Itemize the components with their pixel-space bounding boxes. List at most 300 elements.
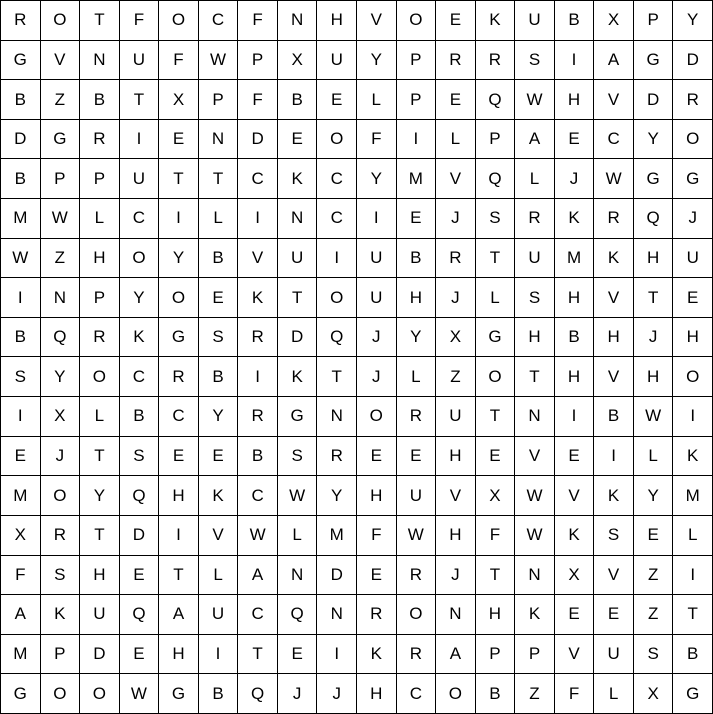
grid-cell-r0-c2[interactable]: T	[79, 0, 119, 40]
grid-cell-r5-c13[interactable]: R	[514, 198, 554, 238]
grid-cell-r6-c15[interactable]: K	[593, 238, 633, 278]
grid-cell-r9-c11[interactable]: Z	[435, 356, 475, 396]
grid-cell-r17-c5[interactable]: B	[198, 673, 238, 713]
grid-cell-r1-c13[interactable]: S	[514, 40, 554, 80]
grid-cell-r11-c4[interactable]: E	[158, 436, 198, 476]
grid-cell-r13-c8[interactable]: M	[316, 515, 356, 555]
grid-cell-r14-c13[interactable]: N	[514, 555, 554, 595]
grid-cell-r3-c2[interactable]: R	[79, 119, 119, 159]
grid-cell-r13-c5[interactable]: V	[198, 515, 238, 555]
grid-cell-r16-c6[interactable]: T	[237, 634, 277, 674]
grid-cell-r2-c12[interactable]: Q	[475, 79, 515, 119]
grid-cell-r11-c5[interactable]: E	[198, 436, 238, 476]
grid-cell-r8-c16[interactable]: J	[633, 317, 673, 357]
grid-cell-r10-c0[interactable]: I	[0, 396, 40, 436]
grid-cell-r4-c17[interactable]: G	[672, 158, 712, 198]
grid-cell-r13-c13[interactable]: W	[514, 515, 554, 555]
grid-cell-r0-c15[interactable]: X	[593, 0, 633, 40]
grid-cell-r5-c12[interactable]: S	[475, 198, 515, 238]
grid-cell-r5-c5[interactable]: L	[198, 198, 238, 238]
grid-cell-r1-c2[interactable]: N	[79, 40, 119, 80]
grid-cell-r3-c5[interactable]: N	[198, 119, 238, 159]
grid-cell-r17-c15[interactable]: L	[593, 673, 633, 713]
grid-cell-r15-c12[interactable]: H	[475, 594, 515, 634]
grid-cell-r10-c12[interactable]: T	[475, 396, 515, 436]
grid-cell-r15-c15[interactable]: E	[593, 594, 633, 634]
grid-cell-r4-c2[interactable]: P	[79, 158, 119, 198]
grid-cell-r5-c1[interactable]: W	[40, 198, 80, 238]
grid-cell-r3-c7[interactable]: E	[277, 119, 317, 159]
grid-cell-r10-c13[interactable]: N	[514, 396, 554, 436]
grid-cell-r10-c4[interactable]: C	[158, 396, 198, 436]
grid-cell-r8-c8[interactable]: Q	[316, 317, 356, 357]
grid-cell-r3-c0[interactable]: D	[0, 119, 40, 159]
grid-cell-r2-c16[interactable]: D	[633, 79, 673, 119]
grid-cell-r7-c6[interactable]: K	[237, 277, 277, 317]
grid-cell-r13-c7[interactable]: L	[277, 515, 317, 555]
grid-cell-r6-c5[interactable]: B	[198, 238, 238, 278]
grid-cell-r6-c9[interactable]: U	[356, 238, 396, 278]
grid-cell-r10-c5[interactable]: Y	[198, 396, 238, 436]
grid-cell-r7-c0[interactable]: I	[0, 277, 40, 317]
grid-cell-r11-c12[interactable]: E	[475, 436, 515, 476]
grid-cell-r0-c9[interactable]: V	[356, 0, 396, 40]
grid-cell-r10-c6[interactable]: R	[237, 396, 277, 436]
grid-cell-r7-c1[interactable]: N	[40, 277, 80, 317]
grid-cell-r7-c14[interactable]: H	[554, 277, 594, 317]
grid-cell-r10-c16[interactable]: W	[633, 396, 673, 436]
grid-cell-r10-c1[interactable]: X	[40, 396, 80, 436]
grid-cell-r4-c14[interactable]: J	[554, 158, 594, 198]
grid-cell-r17-c3[interactable]: W	[119, 673, 159, 713]
grid-cell-r6-c17[interactable]: U	[672, 238, 712, 278]
grid-cell-r4-c7[interactable]: K	[277, 158, 317, 198]
grid-cell-r17-c16[interactable]: X	[633, 673, 673, 713]
grid-cell-r3-c12[interactable]: P	[475, 119, 515, 159]
grid-cell-r8-c10[interactable]: Y	[396, 317, 436, 357]
grid-cell-r14-c0[interactable]: F	[0, 555, 40, 595]
grid-cell-r13-c9[interactable]: F	[356, 515, 396, 555]
grid-cell-r0-c6[interactable]: F	[237, 0, 277, 40]
grid-cell-r6-c6[interactable]: V	[237, 238, 277, 278]
grid-cell-r9-c13[interactable]: T	[514, 356, 554, 396]
grid-cell-r0-c12[interactable]: K	[475, 0, 515, 40]
grid-cell-r6-c12[interactable]: T	[475, 238, 515, 278]
grid-cell-r6-c16[interactable]: H	[633, 238, 673, 278]
grid-cell-r12-c13[interactable]: W	[514, 475, 554, 515]
grid-cell-r15-c1[interactable]: K	[40, 594, 80, 634]
grid-cell-r10-c7[interactable]: G	[277, 396, 317, 436]
grid-cell-r9-c2[interactable]: O	[79, 356, 119, 396]
grid-cell-r1-c5[interactable]: W	[198, 40, 238, 80]
grid-cell-r3-c8[interactable]: O	[316, 119, 356, 159]
grid-cell-r1-c6[interactable]: P	[237, 40, 277, 80]
grid-cell-r8-c13[interactable]: H	[514, 317, 554, 357]
grid-cell-r10-c17[interactable]: I	[672, 396, 712, 436]
grid-cell-r5-c16[interactable]: Q	[633, 198, 673, 238]
grid-cell-r7-c2[interactable]: P	[79, 277, 119, 317]
grid-cell-r4-c6[interactable]: C	[237, 158, 277, 198]
grid-cell-r0-c16[interactable]: P	[633, 0, 673, 40]
grid-cell-r1-c4[interactable]: F	[158, 40, 198, 80]
grid-cell-r10-c3[interactable]: B	[119, 396, 159, 436]
grid-cell-r12-c4[interactable]: H	[158, 475, 198, 515]
grid-cell-r11-c13[interactable]: V	[514, 436, 554, 476]
grid-cell-r14-c7[interactable]: N	[277, 555, 317, 595]
grid-cell-r1-c9[interactable]: Y	[356, 40, 396, 80]
grid-cell-r5-c7[interactable]: N	[277, 198, 317, 238]
grid-cell-r0-c3[interactable]: F	[119, 0, 159, 40]
grid-cell-r11-c6[interactable]: B	[237, 436, 277, 476]
grid-cell-r9-c6[interactable]: I	[237, 356, 277, 396]
grid-cell-r8-c14[interactable]: B	[554, 317, 594, 357]
grid-cell-r12-c16[interactable]: Y	[633, 475, 673, 515]
grid-cell-r15-c13[interactable]: K	[514, 594, 554, 634]
grid-cell-r13-c11[interactable]: H	[435, 515, 475, 555]
grid-cell-r6-c1[interactable]: Z	[40, 238, 80, 278]
grid-cell-r13-c1[interactable]: R	[40, 515, 80, 555]
grid-cell-r8-c3[interactable]: K	[119, 317, 159, 357]
grid-cell-r5-c15[interactable]: R	[593, 198, 633, 238]
grid-cell-r2-c5[interactable]: P	[198, 79, 238, 119]
grid-cell-r2-c4[interactable]: X	[158, 79, 198, 119]
grid-cell-r16-c4[interactable]: H	[158, 634, 198, 674]
grid-cell-r3-c14[interactable]: E	[554, 119, 594, 159]
grid-cell-r14-c11[interactable]: J	[435, 555, 475, 595]
grid-cell-r15-c14[interactable]: E	[554, 594, 594, 634]
grid-cell-r11-c2[interactable]: T	[79, 436, 119, 476]
grid-cell-r12-c2[interactable]: Y	[79, 475, 119, 515]
grid-cell-r11-c7[interactable]: S	[277, 436, 317, 476]
grid-cell-r1-c11[interactable]: R	[435, 40, 475, 80]
grid-cell-r14-c8[interactable]: D	[316, 555, 356, 595]
grid-cell-r9-c14[interactable]: H	[554, 356, 594, 396]
grid-cell-r15-c17[interactable]: T	[672, 594, 712, 634]
grid-cell-r13-c10[interactable]: W	[396, 515, 436, 555]
grid-cell-r4-c10[interactable]: M	[396, 158, 436, 198]
grid-cell-r7-c12[interactable]: L	[475, 277, 515, 317]
grid-cell-r3-c10[interactable]: I	[396, 119, 436, 159]
grid-cell-r7-c11[interactable]: J	[435, 277, 475, 317]
grid-cell-r12-c1[interactable]: O	[40, 475, 80, 515]
grid-cell-r17-c17[interactable]: G	[672, 673, 712, 713]
grid-cell-r13-c4[interactable]: I	[158, 515, 198, 555]
grid-cell-r4-c5[interactable]: T	[198, 158, 238, 198]
grid-cell-r4-c0[interactable]: B	[0, 158, 40, 198]
grid-cell-r12-c0[interactable]: M	[0, 475, 40, 515]
grid-cell-r14-c4[interactable]: T	[158, 555, 198, 595]
grid-cell-r4-c8[interactable]: C	[316, 158, 356, 198]
grid-cell-r17-c2[interactable]: O	[79, 673, 119, 713]
grid-cell-r2-c2[interactable]: B	[79, 79, 119, 119]
grid-cell-r9-c9[interactable]: J	[356, 356, 396, 396]
grid-cell-r6-c2[interactable]: H	[79, 238, 119, 278]
grid-cell-r17-c13[interactable]: Z	[514, 673, 554, 713]
grid-cell-r9-c12[interactable]: O	[475, 356, 515, 396]
grid-cell-r6-c14[interactable]: M	[554, 238, 594, 278]
grid-cell-r7-c8[interactable]: O	[316, 277, 356, 317]
grid-cell-r15-c2[interactable]: U	[79, 594, 119, 634]
grid-cell-r9-c10[interactable]: L	[396, 356, 436, 396]
grid-cell-r11-c11[interactable]: H	[435, 436, 475, 476]
grid-cell-r15-c0[interactable]: A	[0, 594, 40, 634]
grid-cell-r11-c10[interactable]: E	[396, 436, 436, 476]
grid-cell-r11-c15[interactable]: I	[593, 436, 633, 476]
grid-cell-r17-c9[interactable]: H	[356, 673, 396, 713]
grid-cell-r13-c0[interactable]: X	[0, 515, 40, 555]
grid-cell-r10-c2[interactable]: L	[79, 396, 119, 436]
grid-cell-r2-c7[interactable]: B	[277, 79, 317, 119]
grid-cell-r2-c3[interactable]: T	[119, 79, 159, 119]
grid-cell-r7-c13[interactable]: S	[514, 277, 554, 317]
grid-cell-r6-c11[interactable]: R	[435, 238, 475, 278]
grid-cell-r2-c13[interactable]: W	[514, 79, 554, 119]
grid-cell-r13-c12[interactable]: F	[475, 515, 515, 555]
grid-cell-r1-c1[interactable]: V	[40, 40, 80, 80]
grid-cell-r9-c5[interactable]: B	[198, 356, 238, 396]
grid-cell-r7-c9[interactable]: U	[356, 277, 396, 317]
grid-cell-r10-c15[interactable]: B	[593, 396, 633, 436]
grid-cell-r16-c17[interactable]: B	[672, 634, 712, 674]
grid-cell-r2-c9[interactable]: L	[356, 79, 396, 119]
grid-cell-r6-c0[interactable]: W	[0, 238, 40, 278]
grid-cell-r11-c16[interactable]: L	[633, 436, 673, 476]
grid-cell-r14-c3[interactable]: E	[119, 555, 159, 595]
grid-cell-r12-c11[interactable]: V	[435, 475, 475, 515]
grid-cell-r9-c4[interactable]: R	[158, 356, 198, 396]
grid-cell-r8-c0[interactable]: B	[0, 317, 40, 357]
grid-cell-r1-c8[interactable]: U	[316, 40, 356, 80]
grid-cell-r5-c17[interactable]: J	[672, 198, 712, 238]
grid-cell-r16-c11[interactable]: A	[435, 634, 475, 674]
grid-cell-r1-c3[interactable]: U	[119, 40, 159, 80]
grid-cell-r17-c10[interactable]: C	[396, 673, 436, 713]
grid-cell-r12-c10[interactable]: U	[396, 475, 436, 515]
grid-cell-r5-c14[interactable]: K	[554, 198, 594, 238]
grid-cell-r15-c7[interactable]: Q	[277, 594, 317, 634]
grid-cell-r9-c16[interactable]: H	[633, 356, 673, 396]
grid-cell-r5-c3[interactable]: C	[119, 198, 159, 238]
grid-cell-r3-c6[interactable]: D	[237, 119, 277, 159]
grid-cell-r5-c10[interactable]: E	[396, 198, 436, 238]
grid-cell-r12-c3[interactable]: Q	[119, 475, 159, 515]
grid-cell-r14-c6[interactable]: A	[237, 555, 277, 595]
grid-cell-r12-c17[interactable]: M	[672, 475, 712, 515]
grid-cell-r16-c2[interactable]: D	[79, 634, 119, 674]
grid-cell-r15-c4[interactable]: A	[158, 594, 198, 634]
grid-cell-r4-c3[interactable]: U	[119, 158, 159, 198]
grid-cell-r12-c9[interactable]: H	[356, 475, 396, 515]
grid-cell-r15-c5[interactable]: U	[198, 594, 238, 634]
grid-cell-r14-c2[interactable]: H	[79, 555, 119, 595]
grid-cell-r3-c17[interactable]: O	[672, 119, 712, 159]
grid-cell-r1-c0[interactable]: G	[0, 40, 40, 80]
grid-cell-r13-c6[interactable]: W	[237, 515, 277, 555]
grid-cell-r9-c15[interactable]: V	[593, 356, 633, 396]
grid-cell-r5-c2[interactable]: L	[79, 198, 119, 238]
grid-cell-r0-c1[interactable]: O	[40, 0, 80, 40]
grid-cell-r3-c9[interactable]: F	[356, 119, 396, 159]
grid-cell-r8-c2[interactable]: R	[79, 317, 119, 357]
grid-cell-r7-c7[interactable]: T	[277, 277, 317, 317]
grid-cell-r11-c9[interactable]: E	[356, 436, 396, 476]
grid-cell-r12-c6[interactable]: C	[237, 475, 277, 515]
grid-cell-r11-c1[interactable]: J	[40, 436, 80, 476]
grid-cell-r16-c15[interactable]: U	[593, 634, 633, 674]
grid-cell-r17-c4[interactable]: G	[158, 673, 198, 713]
grid-cell-r2-c11[interactable]: E	[435, 79, 475, 119]
grid-cell-r16-c16[interactable]: S	[633, 634, 673, 674]
grid-cell-r7-c10[interactable]: H	[396, 277, 436, 317]
grid-cell-r17-c6[interactable]: Q	[237, 673, 277, 713]
grid-cell-r3-c15[interactable]: C	[593, 119, 633, 159]
grid-cell-r16-c3[interactable]: E	[119, 634, 159, 674]
grid-cell-r11-c0[interactable]: E	[0, 436, 40, 476]
grid-cell-r0-c13[interactable]: U	[514, 0, 554, 40]
grid-cell-r16-c0[interactable]: M	[0, 634, 40, 674]
grid-cell-r6-c4[interactable]: Y	[158, 238, 198, 278]
grid-cell-r8-c6[interactable]: R	[237, 317, 277, 357]
grid-cell-r6-c7[interactable]: U	[277, 238, 317, 278]
grid-cell-r2-c1[interactable]: Z	[40, 79, 80, 119]
grid-cell-r5-c4[interactable]: I	[158, 198, 198, 238]
grid-cell-r0-c14[interactable]: B	[554, 0, 594, 40]
grid-cell-r11-c3[interactable]: S	[119, 436, 159, 476]
grid-cell-r7-c17[interactable]: E	[672, 277, 712, 317]
grid-cell-r17-c1[interactable]: O	[40, 673, 80, 713]
grid-cell-r15-c8[interactable]: N	[316, 594, 356, 634]
grid-cell-r6-c13[interactable]: U	[514, 238, 554, 278]
grid-cell-r15-c9[interactable]: R	[356, 594, 396, 634]
grid-cell-r9-c17[interactable]: O	[672, 356, 712, 396]
grid-cell-r2-c17[interactable]: R	[672, 79, 712, 119]
grid-cell-r2-c10[interactable]: P	[396, 79, 436, 119]
grid-cell-r5-c0[interactable]: M	[0, 198, 40, 238]
grid-cell-r13-c16[interactable]: E	[633, 515, 673, 555]
grid-cell-r16-c5[interactable]: I	[198, 634, 238, 674]
grid-cell-r13-c2[interactable]: T	[79, 515, 119, 555]
grid-cell-r3-c4[interactable]: E	[158, 119, 198, 159]
grid-cell-r7-c15[interactable]: V	[593, 277, 633, 317]
grid-cell-r15-c16[interactable]: Z	[633, 594, 673, 634]
grid-cell-r15-c6[interactable]: C	[237, 594, 277, 634]
grid-cell-r3-c13[interactable]: A	[514, 119, 554, 159]
grid-cell-r12-c7[interactable]: W	[277, 475, 317, 515]
grid-cell-r1-c10[interactable]: P	[396, 40, 436, 80]
grid-cell-r4-c4[interactable]: T	[158, 158, 198, 198]
grid-cell-r4-c12[interactable]: Q	[475, 158, 515, 198]
grid-cell-r15-c11[interactable]: N	[435, 594, 475, 634]
grid-cell-r14-c1[interactable]: S	[40, 555, 80, 595]
grid-cell-r12-c14[interactable]: V	[554, 475, 594, 515]
grid-cell-r13-c3[interactable]: D	[119, 515, 159, 555]
grid-cell-r17-c12[interactable]: B	[475, 673, 515, 713]
grid-cell-r9-c1[interactable]: Y	[40, 356, 80, 396]
grid-cell-r5-c9[interactable]: I	[356, 198, 396, 238]
grid-cell-r8-c1[interactable]: Q	[40, 317, 80, 357]
grid-cell-r3-c1[interactable]: G	[40, 119, 80, 159]
grid-cell-r8-c11[interactable]: X	[435, 317, 475, 357]
grid-cell-r16-c10[interactable]: R	[396, 634, 436, 674]
grid-cell-r10-c10[interactable]: R	[396, 396, 436, 436]
grid-cell-r2-c8[interactable]: E	[316, 79, 356, 119]
grid-cell-r0-c11[interactable]: E	[435, 0, 475, 40]
grid-cell-r14-c17[interactable]: I	[672, 555, 712, 595]
grid-cell-r3-c16[interactable]: Y	[633, 119, 673, 159]
grid-cell-r4-c1[interactable]: P	[40, 158, 80, 198]
grid-cell-r0-c0[interactable]: R	[0, 0, 40, 40]
grid-cell-r12-c5[interactable]: K	[198, 475, 238, 515]
grid-cell-r8-c9[interactable]: J	[356, 317, 396, 357]
grid-cell-r6-c8[interactable]: I	[316, 238, 356, 278]
grid-cell-r5-c11[interactable]: J	[435, 198, 475, 238]
grid-cell-r17-c8[interactable]: J	[316, 673, 356, 713]
grid-cell-r10-c9[interactable]: O	[356, 396, 396, 436]
grid-cell-r8-c4[interactable]: G	[158, 317, 198, 357]
grid-cell-r0-c17[interactable]: Y	[672, 0, 712, 40]
grid-cell-r14-c14[interactable]: X	[554, 555, 594, 595]
grid-cell-r7-c16[interactable]: T	[633, 277, 673, 317]
grid-cell-r1-c14[interactable]: I	[554, 40, 594, 80]
grid-cell-r7-c5[interactable]: E	[198, 277, 238, 317]
grid-cell-r1-c16[interactable]: G	[633, 40, 673, 80]
grid-cell-r12-c12[interactable]: X	[475, 475, 515, 515]
grid-cell-r3-c11[interactable]: L	[435, 119, 475, 159]
grid-cell-r4-c16[interactable]: G	[633, 158, 673, 198]
grid-cell-r7-c4[interactable]: O	[158, 277, 198, 317]
grid-cell-r13-c15[interactable]: S	[593, 515, 633, 555]
grid-cell-r17-c14[interactable]: F	[554, 673, 594, 713]
grid-cell-r10-c14[interactable]: I	[554, 396, 594, 436]
grid-cell-r4-c13[interactable]: L	[514, 158, 554, 198]
grid-cell-r5-c6[interactable]: I	[237, 198, 277, 238]
grid-cell-r0-c8[interactable]: H	[316, 0, 356, 40]
grid-cell-r12-c15[interactable]: K	[593, 475, 633, 515]
grid-cell-r14-c10[interactable]: R	[396, 555, 436, 595]
grid-cell-r10-c11[interactable]: U	[435, 396, 475, 436]
grid-cell-r6-c10[interactable]: B	[396, 238, 436, 278]
grid-cell-r17-c0[interactable]: G	[0, 673, 40, 713]
grid-cell-r0-c5[interactable]: C	[198, 0, 238, 40]
grid-cell-r13-c17[interactable]: L	[672, 515, 712, 555]
grid-cell-r0-c4[interactable]: O	[158, 0, 198, 40]
grid-cell-r8-c12[interactable]: G	[475, 317, 515, 357]
grid-cell-r14-c5[interactable]: L	[198, 555, 238, 595]
grid-cell-r11-c14[interactable]: E	[554, 436, 594, 476]
grid-cell-r8-c7[interactable]: D	[277, 317, 317, 357]
grid-cell-r4-c9[interactable]: Y	[356, 158, 396, 198]
grid-cell-r9-c0[interactable]: S	[0, 356, 40, 396]
grid-cell-r0-c7[interactable]: N	[277, 0, 317, 40]
grid-cell-r2-c15[interactable]: V	[593, 79, 633, 119]
grid-cell-r9-c7[interactable]: K	[277, 356, 317, 396]
grid-cell-r2-c0[interactable]: B	[0, 79, 40, 119]
grid-cell-r15-c3[interactable]: Q	[119, 594, 159, 634]
grid-cell-r16-c14[interactable]: V	[554, 634, 594, 674]
grid-cell-r1-c12[interactable]: R	[475, 40, 515, 80]
grid-cell-r16-c13[interactable]: P	[514, 634, 554, 674]
grid-cell-r16-c12[interactable]: P	[475, 634, 515, 674]
grid-cell-r11-c17[interactable]: K	[672, 436, 712, 476]
grid-cell-r17-c11[interactable]: O	[435, 673, 475, 713]
grid-cell-r1-c7[interactable]: X	[277, 40, 317, 80]
grid-cell-r9-c8[interactable]: T	[316, 356, 356, 396]
grid-cell-r8-c5[interactable]: S	[198, 317, 238, 357]
grid-cell-r17-c7[interactable]: J	[277, 673, 317, 713]
grid-cell-r5-c8[interactable]: C	[316, 198, 356, 238]
grid-cell-r16-c8[interactable]: I	[316, 634, 356, 674]
grid-cell-r11-c8[interactable]: R	[316, 436, 356, 476]
